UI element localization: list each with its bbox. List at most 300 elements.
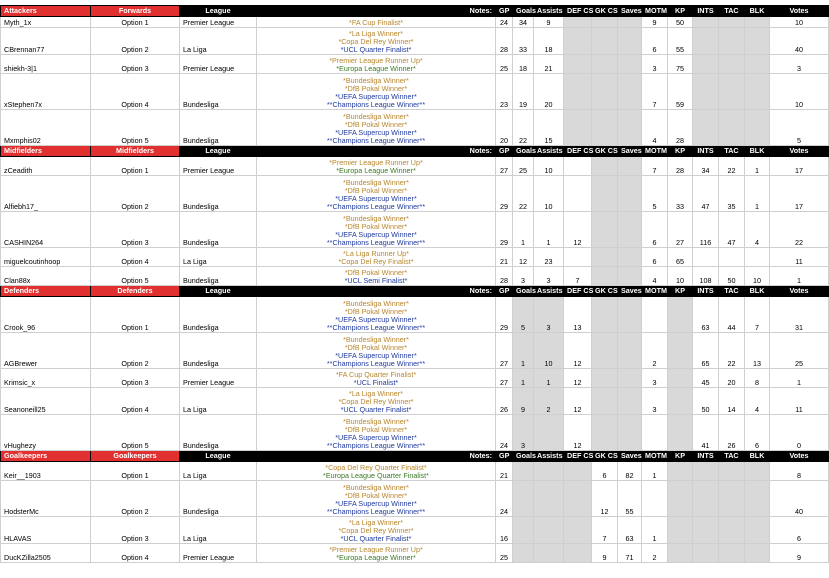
stat-cell[interactable]: 34 (693, 157, 719, 176)
stat-cell[interactable]: 17 (770, 157, 829, 176)
stat-cell[interactable]: 26 (496, 388, 513, 415)
stat-cell[interactable]: 12 (564, 333, 592, 369)
stat-cell[interactable]: 22 (513, 110, 534, 146)
stat-cell[interactable]: 28 (668, 110, 693, 146)
stat-cell[interactable] (618, 17, 642, 28)
stat-cell[interactable] (564, 481, 592, 517)
stat-cell[interactable]: 44 (719, 297, 745, 333)
notes-cell[interactable] (257, 55, 496, 74)
player-row[interactable] (1, 176, 829, 212)
option-label[interactable]: Option 5 (91, 267, 180, 286)
stat-cell[interactable] (513, 462, 534, 481)
stat-cell[interactable] (513, 481, 534, 517)
player-name[interactable]: Alfiebh17_ (1, 176, 91, 212)
stat-cell[interactable] (564, 110, 592, 146)
stat-cell[interactable]: 50 (693, 388, 719, 415)
stat-cell[interactable] (745, 55, 770, 74)
stat-cell[interactable] (618, 267, 642, 286)
player-row[interactable] (1, 333, 829, 369)
stat-cell[interactable] (719, 248, 745, 267)
league-name[interactable]: La Liga (180, 248, 257, 267)
stat-cell[interactable] (592, 110, 618, 146)
stat-cell[interactable]: 55 (668, 28, 693, 55)
stat-cell[interactable]: 3 (642, 369, 668, 388)
stat-cell[interactable]: 9 (770, 544, 829, 563)
stat-cell[interactable]: 24 (496, 481, 513, 517)
stat-cell[interactable] (719, 28, 745, 55)
stat-cell[interactable]: 10 (770, 74, 829, 110)
stat-cell[interactable]: 4 (745, 212, 770, 248)
stat-cell[interactable]: 27 (668, 212, 693, 248)
stat-cell[interactable] (642, 481, 668, 517)
stat-cell[interactable]: 6 (770, 517, 829, 544)
notes-cell[interactable] (257, 369, 496, 388)
stat-cell[interactable] (618, 176, 642, 212)
stat-cell[interactable]: 20 (496, 110, 513, 146)
stat-cell[interactable] (618, 212, 642, 248)
stat-cell[interactable]: 12 (564, 369, 592, 388)
stat-cell[interactable] (745, 517, 770, 544)
stat-cell[interactable] (668, 415, 693, 451)
stat-cell[interactable]: 25 (496, 55, 513, 74)
stat-cell[interactable]: 12 (592, 481, 618, 517)
stat-cell[interactable] (719, 110, 745, 146)
stat-cell[interactable]: 28 (668, 157, 693, 176)
stat-cell[interactable]: 1 (745, 176, 770, 212)
stat-cell[interactable] (693, 28, 719, 55)
stat-cell[interactable] (513, 517, 534, 544)
stat-cell[interactable]: 1 (513, 212, 534, 248)
stat-cell[interactable]: 7 (642, 157, 668, 176)
stat-cell[interactable] (719, 481, 745, 517)
league-name[interactable]: Premier League (180, 55, 257, 74)
stat-cell[interactable]: 22 (513, 176, 534, 212)
stat-cell[interactable]: 33 (668, 176, 693, 212)
player-row[interactable] (1, 544, 829, 563)
stat-cell[interactable]: 28 (496, 267, 513, 286)
stat-cell[interactable]: 34 (513, 17, 534, 28)
stat-cell[interactable]: 10 (745, 267, 770, 286)
stat-cell[interactable]: 7 (564, 267, 592, 286)
player-name[interactable]: xStephen7x (1, 74, 91, 110)
notes-cell[interactable] (257, 176, 496, 212)
stat-cell[interactable]: 23 (534, 248, 564, 267)
stat-cell[interactable]: 5 (770, 110, 829, 146)
player-name[interactable]: miguelcoutinhoop (1, 248, 91, 267)
stat-cell[interactable] (534, 544, 564, 563)
stat-cell[interactable] (592, 333, 618, 369)
stat-cell[interactable] (693, 110, 719, 146)
stat-cell[interactable] (668, 517, 693, 544)
option-label[interactable]: Option 3 (91, 55, 180, 74)
stat-cell[interactable] (745, 17, 770, 28)
stat-cell[interactable]: 1 (770, 369, 829, 388)
stat-cell[interactable]: 11 (770, 248, 829, 267)
stat-cell[interactable]: 1 (534, 369, 564, 388)
stat-cell[interactable]: 3 (642, 388, 668, 415)
stat-cell[interactable] (693, 462, 719, 481)
league-name[interactable]: Bundesliga (180, 415, 257, 451)
stat-cell[interactable]: 8 (770, 462, 829, 481)
stat-cell[interactable] (693, 74, 719, 110)
stat-cell[interactable] (534, 481, 564, 517)
league-name[interactable]: Bundesliga (180, 297, 257, 333)
stat-cell[interactable] (693, 544, 719, 563)
notes-cell[interactable] (257, 157, 496, 176)
notes-cell[interactable] (257, 415, 496, 451)
stat-cell[interactable]: 25 (496, 544, 513, 563)
league-name[interactable]: Premier League (180, 544, 257, 563)
stat-cell[interactable]: 63 (618, 517, 642, 544)
stat-cell[interactable]: 6 (642, 28, 668, 55)
stat-cell[interactable]: 21 (496, 462, 513, 481)
stat-cell[interactable] (745, 481, 770, 517)
stat-cell[interactable] (642, 415, 668, 451)
stat-cell[interactable] (668, 481, 693, 517)
stat-cell[interactable]: 18 (534, 28, 564, 55)
option-label[interactable]: Option 1 (91, 297, 180, 333)
stat-cell[interactable]: 10 (770, 17, 829, 28)
stat-cell[interactable]: 14 (719, 388, 745, 415)
stat-cell[interactable]: 1 (642, 462, 668, 481)
stat-cell[interactable]: 10 (534, 157, 564, 176)
player-name[interactable]: Seanoneill25 (1, 388, 91, 415)
stat-cell[interactable]: 15 (534, 110, 564, 146)
stat-cell[interactable] (564, 517, 592, 544)
player-name[interactable]: CBrennan77 (1, 28, 91, 55)
stat-cell[interactable]: 2 (534, 388, 564, 415)
stat-cell[interactable] (719, 55, 745, 74)
stat-cell[interactable] (592, 55, 618, 74)
stat-cell[interactable]: 65 (668, 248, 693, 267)
option-label[interactable]: Option 4 (91, 248, 180, 267)
stat-cell[interactable]: 1 (513, 369, 534, 388)
player-name[interactable]: Myth_1x (1, 17, 91, 28)
stat-cell[interactable]: 11 (770, 388, 829, 415)
stat-cell[interactable] (618, 333, 642, 369)
stat-cell[interactable]: 1 (534, 212, 564, 248)
stat-cell[interactable]: 10 (668, 267, 693, 286)
notes-cell[interactable] (257, 481, 496, 517)
stat-cell[interactable]: 75 (668, 55, 693, 74)
league-name[interactable]: Bundesliga (180, 481, 257, 517)
stat-cell[interactable] (745, 110, 770, 146)
stat-cell[interactable] (745, 74, 770, 110)
stat-cell[interactable]: 6 (745, 415, 770, 451)
notes-cell[interactable] (257, 388, 496, 415)
stat-cell[interactable]: 12 (564, 415, 592, 451)
stat-cell[interactable]: 7 (745, 297, 770, 333)
stat-cell[interactable] (719, 17, 745, 28)
option-label[interactable]: Option 2 (91, 333, 180, 369)
stat-cell[interactable] (618, 369, 642, 388)
stat-cell[interactable]: 35 (719, 176, 745, 212)
stat-cell[interactable] (592, 248, 618, 267)
player-row[interactable] (1, 248, 829, 267)
stat-cell[interactable] (642, 297, 668, 333)
player-row[interactable] (1, 517, 829, 544)
player-name[interactable]: vHughezy (1, 415, 91, 451)
stat-cell[interactable] (668, 462, 693, 481)
stat-cell[interactable]: 25 (513, 157, 534, 176)
option-label[interactable]: Option 5 (91, 415, 180, 451)
stat-cell[interactable]: 63 (693, 297, 719, 333)
option-label[interactable]: Option 4 (91, 74, 180, 110)
stat-cell[interactable] (564, 248, 592, 267)
league-name[interactable]: La Liga (180, 517, 257, 544)
stat-cell[interactable] (564, 544, 592, 563)
stat-cell[interactable] (745, 248, 770, 267)
stat-cell[interactable]: 22 (719, 157, 745, 176)
stat-cell[interactable]: 71 (618, 544, 642, 563)
stat-cell[interactable]: 20 (719, 369, 745, 388)
league-name[interactable]: La Liga (180, 462, 257, 481)
player-name[interactable]: HLAVAS (1, 517, 91, 544)
stat-cell[interactable] (618, 248, 642, 267)
stat-cell[interactable]: 17 (770, 176, 829, 212)
stat-cell[interactable]: 3 (770, 55, 829, 74)
stat-cell[interactable] (534, 415, 564, 451)
stat-cell[interactable] (592, 388, 618, 415)
stat-cell[interactable]: 12 (564, 388, 592, 415)
stat-cell[interactable] (564, 157, 592, 176)
option-label[interactable]: Option 3 (91, 517, 180, 544)
stat-cell[interactable]: 19 (513, 74, 534, 110)
stat-cell[interactable]: 20 (534, 74, 564, 110)
stat-cell[interactable] (618, 297, 642, 333)
stat-cell[interactable]: 31 (770, 297, 829, 333)
player-row[interactable] (1, 297, 829, 333)
stat-cell[interactable] (618, 55, 642, 74)
notes-cell[interactable] (257, 28, 496, 55)
stat-cell[interactable]: 55 (618, 481, 642, 517)
stat-cell[interactable] (745, 544, 770, 563)
notes-cell[interactable] (257, 267, 496, 286)
stat-cell[interactable]: 21 (534, 55, 564, 74)
stat-cell[interactable] (564, 176, 592, 212)
option-label[interactable]: Option 2 (91, 176, 180, 212)
stat-cell[interactable] (592, 17, 618, 28)
option-label[interactable]: Option 1 (91, 462, 180, 481)
notes-cell[interactable] (257, 517, 496, 544)
league-name[interactable]: Bundesliga (180, 110, 257, 146)
stat-cell[interactable] (618, 157, 642, 176)
stat-cell[interactable]: 27 (496, 333, 513, 369)
option-label[interactable]: Option 1 (91, 17, 180, 28)
player-name[interactable]: HodsterMc (1, 481, 91, 517)
stat-cell[interactable]: 1 (513, 333, 534, 369)
stat-cell[interactable] (618, 110, 642, 146)
stat-cell[interactable] (564, 74, 592, 110)
option-label[interactable]: Option 3 (91, 369, 180, 388)
option-label[interactable]: Option 3 (91, 212, 180, 248)
stat-cell[interactable]: 47 (719, 212, 745, 248)
league-name[interactable]: Premier League (180, 369, 257, 388)
stat-cell[interactable]: 0 (770, 415, 829, 451)
stat-cell[interactable]: 9 (513, 388, 534, 415)
stat-cell[interactable]: 2 (642, 333, 668, 369)
notes-cell[interactable] (257, 212, 496, 248)
stat-cell[interactable]: 40 (770, 481, 829, 517)
notes-cell[interactable] (257, 74, 496, 110)
stat-cell[interactable]: 13 (564, 297, 592, 333)
stat-cell[interactable] (668, 544, 693, 563)
stat-cell[interactable] (592, 415, 618, 451)
league-name[interactable]: Bundesliga (180, 212, 257, 248)
league-name[interactable]: La Liga (180, 28, 257, 55)
stat-cell[interactable]: 12 (513, 248, 534, 267)
stat-cell[interactable] (564, 462, 592, 481)
league-name[interactable]: Bundesliga (180, 267, 257, 286)
stat-cell[interactable]: 41 (693, 415, 719, 451)
stat-cell[interactable]: 50 (668, 17, 693, 28)
stat-cell[interactable]: 5 (513, 297, 534, 333)
stat-cell[interactable]: 22 (719, 333, 745, 369)
player-row[interactable] (1, 481, 829, 517)
stat-cell[interactable]: 24 (496, 415, 513, 451)
stat-cell[interactable]: 3 (642, 55, 668, 74)
stat-cell[interactable] (693, 517, 719, 544)
stat-cell[interactable] (618, 28, 642, 55)
player-row[interactable] (1, 462, 829, 481)
option-label[interactable]: Option 4 (91, 388, 180, 415)
stat-cell[interactable] (668, 297, 693, 333)
stat-cell[interactable] (592, 157, 618, 176)
player-row[interactable] (1, 28, 829, 55)
player-row[interactable] (1, 369, 829, 388)
stat-cell[interactable] (564, 17, 592, 28)
stat-cell[interactable]: 33 (513, 28, 534, 55)
option-label[interactable]: Option 2 (91, 481, 180, 517)
stat-cell[interactable] (668, 333, 693, 369)
stat-cell[interactable]: 22 (770, 212, 829, 248)
player-name[interactable]: Krimsic_x (1, 369, 91, 388)
stat-cell[interactable] (592, 74, 618, 110)
player-row[interactable] (1, 267, 829, 286)
stat-cell[interactable]: 29 (496, 297, 513, 333)
stat-cell[interactable] (592, 297, 618, 333)
option-label[interactable]: Option 2 (91, 28, 180, 55)
notes-cell[interactable] (257, 248, 496, 267)
option-label[interactable]: Option 4 (91, 544, 180, 563)
notes-cell[interactable] (257, 462, 496, 481)
stat-cell[interactable]: 13 (745, 333, 770, 369)
stat-cell[interactable] (745, 462, 770, 481)
stat-cell[interactable] (592, 176, 618, 212)
stat-cell[interactable]: 1 (642, 517, 668, 544)
stat-cell[interactable]: 12 (564, 212, 592, 248)
stat-cell[interactable]: 1 (770, 267, 829, 286)
stat-cell[interactable]: 6 (642, 212, 668, 248)
stat-cell[interactable] (693, 248, 719, 267)
stat-cell[interactable] (564, 28, 592, 55)
stat-cell[interactable]: 65 (693, 333, 719, 369)
stat-cell[interactable]: 3 (513, 267, 534, 286)
stat-cell[interactable]: 4 (642, 110, 668, 146)
stat-cell[interactable]: 3 (534, 267, 564, 286)
stat-cell[interactable] (534, 517, 564, 544)
stat-cell[interactable]: 1 (745, 157, 770, 176)
player-row[interactable] (1, 74, 829, 110)
stat-cell[interactable] (668, 388, 693, 415)
stat-cell[interactable]: 6 (592, 462, 618, 481)
stat-cell[interactable] (719, 74, 745, 110)
stat-cell[interactable] (564, 55, 592, 74)
player-row[interactable] (1, 415, 829, 451)
player-name[interactable]: Mxmphis02 (1, 110, 91, 146)
player-row[interactable] (1, 212, 829, 248)
player-name[interactable]: Clan88x (1, 267, 91, 286)
stat-cell[interactable]: 116 (693, 212, 719, 248)
stat-cell[interactable] (693, 55, 719, 74)
stat-cell[interactable]: 9 (642, 17, 668, 28)
stat-cell[interactable] (592, 369, 618, 388)
stat-cell[interactable]: 9 (534, 17, 564, 28)
stat-cell[interactable] (513, 544, 534, 563)
stat-cell[interactable]: 5 (642, 176, 668, 212)
stat-cell[interactable] (592, 212, 618, 248)
stat-cell[interactable]: 29 (496, 212, 513, 248)
stat-cell[interactable]: 4 (642, 267, 668, 286)
stat-cell[interactable]: 21 (496, 248, 513, 267)
stat-cell[interactable]: 26 (719, 415, 745, 451)
option-label[interactable]: Option 1 (91, 157, 180, 176)
stat-cell[interactable]: 6 (642, 248, 668, 267)
stat-cell[interactable]: 27 (496, 369, 513, 388)
player-name[interactable]: Keir__1903 (1, 462, 91, 481)
stat-cell[interactable]: 3 (534, 297, 564, 333)
stat-cell[interactable]: 25 (770, 333, 829, 369)
stat-cell[interactable]: 4 (745, 388, 770, 415)
stat-cell[interactable]: 82 (618, 462, 642, 481)
stat-cell[interactable]: 47 (693, 176, 719, 212)
stat-cell[interactable]: 27 (496, 157, 513, 176)
stat-cell[interactable]: 29 (496, 176, 513, 212)
player-name[interactable]: zCeadith (1, 157, 91, 176)
stat-cell[interactable]: 16 (496, 517, 513, 544)
stat-cell[interactable]: 10 (534, 333, 564, 369)
league-name[interactable]: La Liga (180, 388, 257, 415)
stat-cell[interactable] (745, 28, 770, 55)
stat-cell[interactable] (592, 267, 618, 286)
stat-cell[interactable] (719, 462, 745, 481)
player-row[interactable] (1, 17, 829, 28)
notes-cell[interactable] (257, 17, 496, 28)
stat-cell[interactable]: 9 (592, 544, 618, 563)
stat-cell[interactable]: 40 (770, 28, 829, 55)
notes-cell[interactable] (257, 333, 496, 369)
stat-cell[interactable] (592, 28, 618, 55)
stat-cell[interactable] (618, 388, 642, 415)
player-row[interactable] (1, 110, 829, 146)
player-row[interactable] (1, 388, 829, 415)
stat-cell[interactable]: 28 (496, 28, 513, 55)
stat-cell[interactable]: 108 (693, 267, 719, 286)
stat-cell[interactable] (618, 415, 642, 451)
player-name[interactable]: DucKZilla2505 (1, 544, 91, 563)
stat-cell[interactable]: 24 (496, 17, 513, 28)
stat-cell[interactable]: 2 (642, 544, 668, 563)
player-name[interactable]: Crook_96 (1, 297, 91, 333)
stat-cell[interactable] (618, 74, 642, 110)
option-label[interactable]: Option 5 (91, 110, 180, 146)
stat-cell[interactable]: 7 (642, 74, 668, 110)
player-name[interactable]: AGBrewer (1, 333, 91, 369)
league-name[interactable]: Bundesliga (180, 74, 257, 110)
notes-cell[interactable] (257, 544, 496, 563)
league-name[interactable]: Bundesliga (180, 176, 257, 212)
stat-cell[interactable] (719, 544, 745, 563)
